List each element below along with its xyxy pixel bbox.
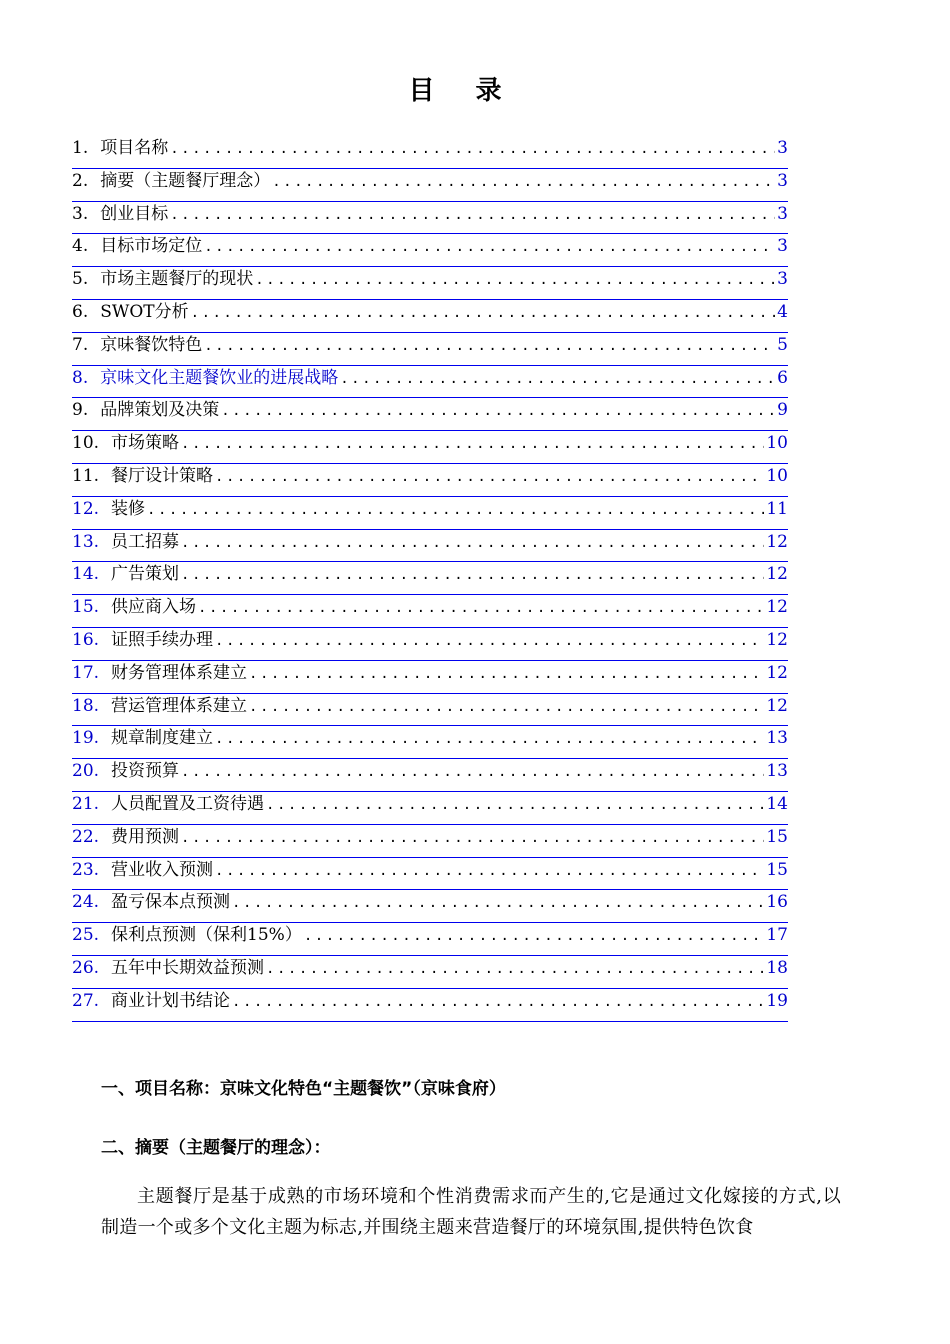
- toc-dot-leader: [232, 891, 764, 915]
- toc-entry-number: 10.: [72, 433, 100, 454]
- toc-entry-number: 22.: [72, 826, 100, 847]
- toc-entry-number: 20.: [72, 761, 100, 782]
- toc-entry-label: 保利点预测（保利15%）: [111, 925, 302, 946]
- toc-entry-page: 19: [766, 990, 788, 1011]
- toc-entry[interactable]: [72, 726, 788, 759]
- toc-entry-label: 京味餐饮特色: [100, 334, 203, 355]
- toc-entry[interactable]: [72, 202, 788, 235]
- toc-entry-label: 装修: [111, 498, 146, 519]
- toc-dot-leader: [215, 859, 764, 883]
- toc-entry-page: 6: [777, 367, 788, 388]
- toc-entry[interactable]: [72, 234, 788, 267]
- toc-dot-leader: [181, 531, 764, 555]
- toc-entry-page: 12: [766, 564, 788, 585]
- toc-entry[interactable]: [72, 923, 788, 956]
- toc-entry-number: 18.: [72, 695, 100, 716]
- toc-entry-label: 京味文化主题餐饮业的进展战略: [100, 367, 339, 388]
- toc-entry-number: 2.: [72, 170, 89, 191]
- toc-entry-label: 项目名称: [100, 138, 169, 158]
- toc-entry-label: 市场主题餐厅的现状: [100, 269, 254, 290]
- toc-entry-number: 7.: [72, 334, 89, 355]
- toc-entry[interactable]: [72, 628, 788, 661]
- toc-entry-label: 市场策略: [111, 433, 180, 454]
- toc-entry[interactable]: [72, 759, 788, 792]
- toc-dot-leader: [215, 465, 764, 489]
- toc-entry-page: 12: [766, 597, 788, 618]
- toc-entry[interactable]: [72, 562, 788, 595]
- toc-entry-label: 投资预算: [111, 761, 180, 782]
- toc-entry-label: 证照手续办理: [111, 629, 214, 650]
- toc-entry[interactable]: [72, 464, 788, 497]
- toc-entry-number: 8.: [72, 367, 89, 388]
- toc-entry-label: 商业计划书结论: [111, 990, 231, 1011]
- toc-entry-page: 5: [777, 334, 788, 355]
- toc-entry[interactable]: [72, 956, 788, 989]
- toc-entry-page: 16: [766, 892, 788, 913]
- toc-entry-number: 25.: [72, 925, 100, 946]
- toc-entry-label: 规章制度建立: [111, 728, 214, 749]
- toc-dot-leader: [304, 924, 765, 948]
- toc-entry-page: 4: [777, 301, 788, 322]
- toc-dot-leader: [232, 990, 764, 1014]
- toc-entry-number: 4.: [72, 236, 89, 257]
- toc-dot-leader: [204, 334, 775, 358]
- section-heading-2: 二、摘要（主题餐厅的理念）：: [101, 1138, 331, 1158]
- toc-entry-page: 3: [777, 203, 788, 224]
- toc-entry-number: 9.: [72, 400, 89, 421]
- toc-entry-number: 12.: [72, 498, 100, 519]
- toc-entry-number: 11.: [72, 465, 100, 486]
- toc-entry-page: 11: [766, 498, 788, 519]
- toc-entry-number: 17.: [72, 662, 100, 683]
- toc-entry[interactable]: [72, 989, 788, 1022]
- toc-entry-label: 摘要（主题餐厅理念）: [100, 170, 271, 191]
- toc-entry-page: 13: [766, 761, 788, 782]
- toc-entry-number: 16.: [72, 629, 100, 650]
- toc-entry-label: 盈亏保本点预测: [111, 892, 231, 913]
- toc-entry-number: 15.: [72, 597, 100, 618]
- toc-entry[interactable]: [72, 333, 788, 366]
- toc-entry[interactable]: [72, 858, 788, 891]
- toc-entry-page: 12: [766, 695, 788, 716]
- toc-dot-leader: [249, 662, 764, 686]
- toc-entry-page: 3: [777, 138, 788, 158]
- toc-dot-leader: [181, 760, 764, 784]
- toc-entry-page: 9: [777, 400, 788, 421]
- toc-entry-label: 营运管理体系建立: [111, 695, 248, 716]
- toc-entry-number: 13.: [72, 531, 100, 552]
- toc-entry-number: 1.: [72, 138, 89, 158]
- toc-entry-label: SWOT分析: [100, 301, 189, 322]
- toc-dot-leader: [249, 695, 764, 719]
- toc-dot-leader: [215, 629, 764, 653]
- toc-dot-leader: [191, 301, 776, 325]
- toc-entry-page: 14: [766, 793, 788, 814]
- toc-entry-number: 3.: [72, 203, 89, 224]
- toc-entry-label: 品牌策划及决策: [100, 400, 220, 421]
- toc-entry-number: 23.: [72, 859, 100, 880]
- body-paragraph: 主题餐厅是基于成熟的市场环境和个性消费需求而产生的,它是通过文化嫁接的方式,以制造一个或多个文化主题为标志,并围绕主题来营造餐厅的环境氛围,提供特色饮食: [101, 1186, 841, 1238]
- toc-entry-label: 目标市场定位: [100, 236, 203, 257]
- toc-entry-number: 19.: [72, 728, 100, 749]
- toc-dot-leader: [272, 170, 775, 194]
- toc-entry-page: 12: [766, 629, 788, 650]
- toc-entry-page: 12: [766, 662, 788, 683]
- toc-dot-leader: [340, 367, 775, 391]
- toc-entry-page: 13: [766, 728, 788, 749]
- toc-entry[interactable]: [72, 136, 788, 169]
- toc-entry[interactable]: [72, 595, 788, 628]
- toc-dot-leader: [170, 203, 775, 227]
- toc-entry[interactable]: [72, 890, 788, 923]
- toc-entry-label: 人员配置及工资待遇: [111, 793, 265, 814]
- toc-dot-leader: [181, 826, 764, 850]
- toc-entry[interactable]: [72, 661, 788, 694]
- toc-entry[interactable]: [72, 825, 788, 858]
- toc-entry-number: 24.: [72, 892, 100, 913]
- toc-entry[interactable]: [72, 366, 788, 399]
- section-heading-1: 一、项目名称：京味文化特色“主题餐饮”（京味食府）: [101, 1079, 506, 1099]
- toc-dot-leader: [221, 399, 775, 423]
- toc-dot-leader: [170, 137, 775, 161]
- toc-dot-leader: [204, 235, 775, 259]
- toc-entry-page: 3: [777, 236, 788, 257]
- toc-entry[interactable]: [72, 169, 788, 202]
- toc-entry[interactable]: [72, 267, 788, 300]
- toc-entry-label: 五年中长期效益预测: [111, 957, 265, 978]
- toc-entry-page: 12: [766, 531, 788, 552]
- toc-entry[interactable]: [72, 300, 788, 333]
- toc-entry-page: 15: [766, 826, 788, 847]
- toc-entry-number: 5.: [72, 269, 89, 290]
- toc-title: 目 录: [408, 76, 518, 106]
- toc-entry-label: 广告策划: [111, 564, 180, 585]
- toc-entry-number: 14.: [72, 564, 100, 585]
- toc-dot-leader: [181, 432, 764, 456]
- toc-dot-leader: [215, 727, 764, 751]
- toc-entry-label: 营业收入预测: [111, 859, 214, 880]
- toc-entry-label: 餐厅设计策略: [111, 465, 214, 486]
- toc-entry-number: 6.: [72, 301, 89, 322]
- toc-entry[interactable]: [72, 530, 788, 563]
- toc-entry-label: 费用预测: [111, 826, 180, 847]
- toc-entry-page: 10: [766, 465, 788, 486]
- toc-entry-page: 10: [766, 433, 788, 454]
- toc-entry-number: 21.: [72, 793, 100, 814]
- toc-entry-page: 18: [766, 957, 788, 978]
- toc-entry-page: 17: [766, 925, 788, 946]
- toc-entry-label: 供应商入场: [111, 597, 197, 618]
- toc-entry-number: 26.: [72, 957, 100, 978]
- toc-dot-leader: [181, 563, 764, 587]
- toc-entry[interactable]: [72, 431, 788, 464]
- toc-dot-leader: [266, 957, 764, 981]
- toc-entry[interactable]: [72, 497, 788, 530]
- toc-entry-page: 3: [777, 170, 788, 191]
- toc-entry[interactable]: [72, 694, 788, 727]
- toc-entry-label: 财务管理体系建立: [111, 662, 248, 683]
- toc-dot-leader: [255, 268, 775, 292]
- toc-entry-page: 3: [777, 269, 788, 290]
- toc-entry[interactable]: [72, 792, 788, 825]
- toc-dot-leader: [266, 793, 764, 817]
- toc-dot-leader: [198, 596, 764, 620]
- toc-entry[interactable]: [72, 398, 788, 431]
- toc-dot-leader: [147, 498, 764, 522]
- toc-entry-number: 27.: [72, 990, 100, 1011]
- toc-entry-label: 员工招募: [111, 531, 180, 552]
- table-of-contents: [72, 136, 788, 1022]
- toc-entry-label: 创业目标: [100, 203, 169, 224]
- toc-entry-page: 15: [766, 859, 788, 880]
